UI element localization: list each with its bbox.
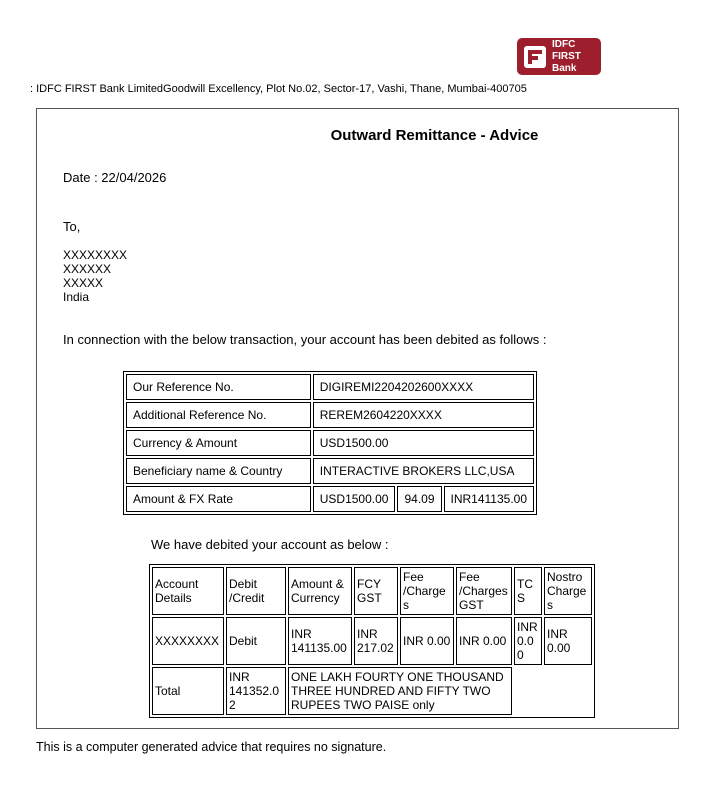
table-header-row [152, 567, 592, 615]
detail-value-inr: INR141135.00 [444, 486, 535, 512]
tcs-cell: INR 0.00 [514, 617, 542, 665]
table-row [126, 374, 534, 400]
recipient-address [63, 248, 678, 304]
column-header: TCS [514, 567, 542, 615]
date-line: Date : 22/04/2026 [63, 170, 167, 185]
total-label: Total [152, 667, 224, 715]
nostro-charges-cell: INR 0.00 [544, 617, 592, 665]
detail-value: USD1500.00 [313, 430, 534, 456]
table-row [126, 430, 534, 456]
detail-label: Currency & Amount [126, 430, 311, 456]
detail-label: Amount & FX Rate [126, 486, 311, 512]
table-row [152, 617, 592, 665]
to-label: To, [63, 219, 81, 234]
computer-generated-note: This is a computer generated advice that requires no signature. [36, 740, 387, 754]
amount-cell: INR 141135.00 [288, 617, 352, 665]
bank-logo [517, 38, 601, 75]
debit-credit-cell: Debit [226, 617, 286, 665]
bank-name-line2: Bank [552, 62, 577, 74]
column-header: Debit /Credit [226, 567, 286, 615]
detail-value-fx-rate: 94.09 [397, 486, 441, 512]
fee-charges-gst-cell: INR 0.00 [456, 617, 512, 665]
detail-value: DIGIREMI2204202600XXXX [313, 374, 534, 400]
table-row [126, 486, 534, 512]
intro-line: In connection with the below transaction, your account has been debited as follows : [63, 332, 547, 347]
document-title: Outward Remittance - Advice [330, 127, 539, 144]
detail-value: INTERACTIVE BROKERS LLC,USA [313, 458, 534, 484]
debit-breakdown-table [149, 564, 595, 718]
total-amount: INR 141352.02 [226, 667, 286, 715]
table-row [126, 402, 534, 428]
transaction-details-table [123, 371, 537, 515]
bank-address-line: : IDFC FIRST Bank LimitedGoodwill Excellency, Plot No.02, Sector-17, Vashi, Thane, Mumbai-400705 [30, 83, 527, 95]
recipient-line: XXXXXXXX [63, 248, 128, 262]
column-header: Account Details [152, 567, 224, 615]
recipient-line: India [63, 290, 90, 304]
detail-label: Additional Reference No. [126, 402, 311, 428]
bank-name-line1: IDFC FIRST [552, 38, 581, 62]
recipient-line: XXXXXX [63, 262, 112, 276]
column-header: Nostro Charges [544, 567, 592, 615]
column-header: Amount & Currency [288, 567, 352, 615]
account-cell: XXXXXXXX [152, 617, 224, 665]
total-row [152, 667, 592, 715]
recipient-line: XXXXX [63, 276, 104, 290]
total-amount-words: ONE LAKH FOURTY ONE THOUSAND THREE HUNDRED AND FIFTY TWO RUPEES TWO PAISE only [288, 667, 512, 715]
fcy-gst-cell: INR 217.02 [354, 617, 398, 665]
detail-label: Our Reference No. [126, 374, 311, 400]
idfc-logo-icon [524, 46, 546, 68]
empty-cell [514, 667, 592, 715]
detail-value: REREM2604220XXXX [313, 402, 534, 428]
column-header: Fee /Charges [400, 567, 454, 615]
bank-logo-text [552, 39, 601, 75]
detail-label: Beneficiary name & Country [126, 458, 311, 484]
column-header: Fee /Charges GST [456, 567, 512, 615]
debited-line: We have debited your account as below : [151, 537, 389, 552]
detail-value-fcy: USD1500.00 [313, 486, 396, 512]
advice-document [36, 108, 679, 729]
column-header: FCY GST [354, 567, 398, 615]
table-row [126, 458, 534, 484]
fee-charges-cell: INR 0.00 [400, 617, 454, 665]
